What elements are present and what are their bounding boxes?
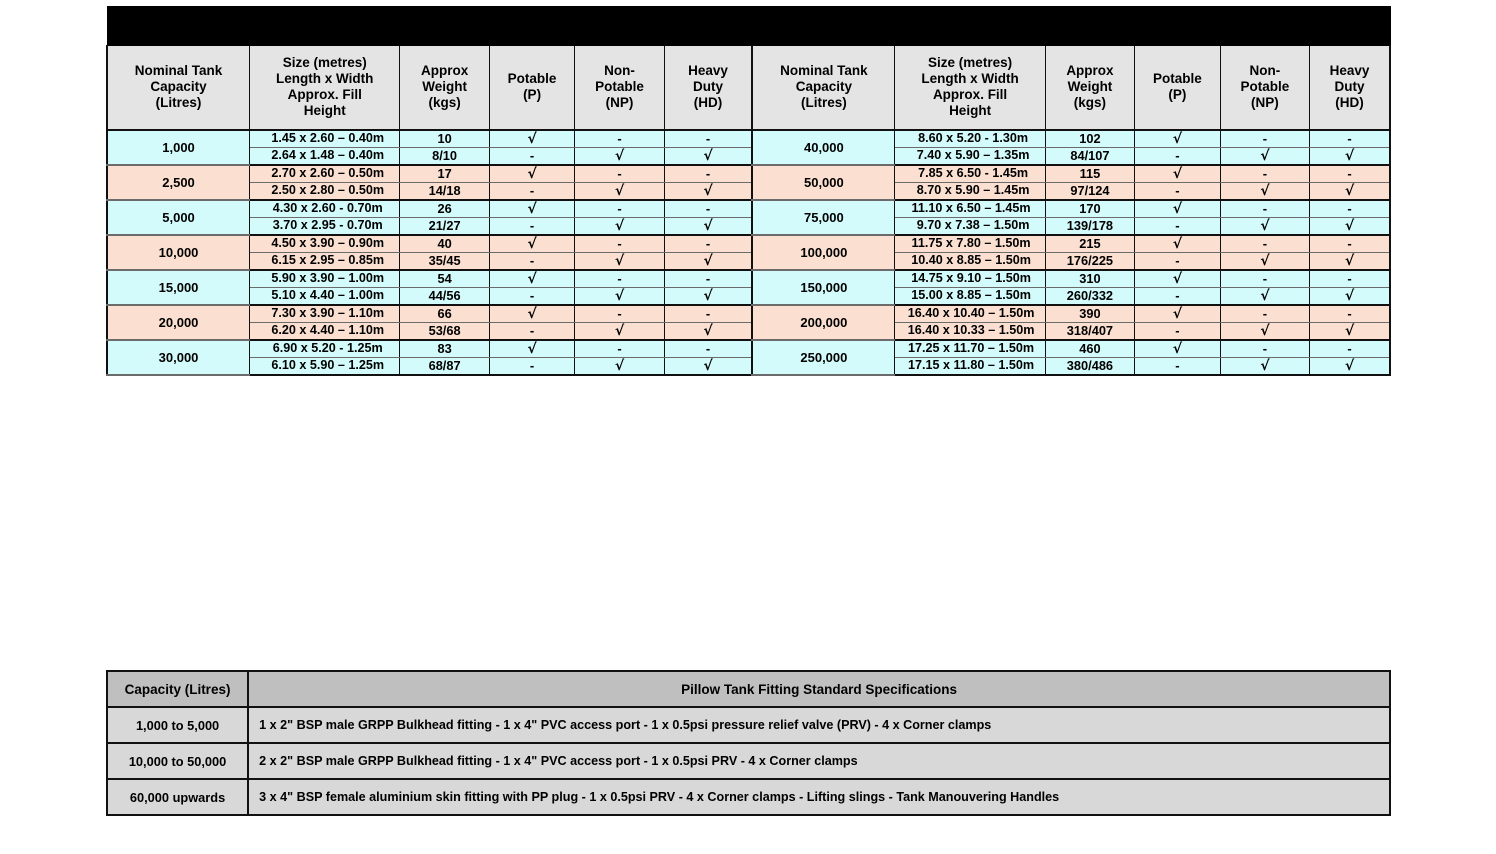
header-line: (Litres) — [155, 95, 202, 111]
header-line: Non- — [1249, 63, 1281, 79]
heavyduty-cell-left: - — [664, 340, 752, 358]
table-row — [107, 165, 1390, 183]
size-cell-right: 16.40 x 10.40 – 1.50m — [895, 305, 1045, 323]
header-heavyduty-left — [664, 46, 752, 130]
header-line: Duty — [1334, 79, 1365, 95]
size-cell-right: 17.25 x 11.70 – 1.50m — [895, 340, 1045, 358]
size-cell-left: 3.70 x 2.95 - 0.70m — [250, 217, 400, 235]
heavyduty-cell-right: √ — [1310, 357, 1390, 375]
size-cell-right: 14.75 x 9.10 – 1.50m — [895, 270, 1045, 288]
size-cell-left: 1.45 x 2.60 – 0.40m — [250, 130, 400, 148]
heavyduty-cell-left: - — [664, 270, 752, 288]
heavyduty-cell-left: √ — [664, 147, 752, 165]
nonpotable-cell-right: - — [1220, 165, 1309, 183]
potable-cell-right: - — [1135, 252, 1221, 270]
header-heavyduty-right — [1310, 46, 1390, 130]
header-nonpotable-right — [1220, 46, 1309, 130]
size-cell-left: 4.50 x 3.90 – 0.90m — [250, 235, 400, 253]
header-line: Length x Width — [276, 71, 374, 87]
capacity-cell-right: 250,000 — [752, 340, 895, 375]
header-line: Weight — [422, 79, 467, 95]
nonpotable-cell-left: - — [575, 305, 664, 323]
weight-cell-left: 66 — [400, 305, 489, 323]
potable-cell-right: √ — [1135, 130, 1221, 148]
size-cell-left: 2.64 x 1.48 – 0.40m — [250, 147, 400, 165]
weight-cell-right: 380/486 — [1045, 357, 1134, 375]
weights-dimensions-grid — [106, 6, 1391, 376]
weight-cell-right: 139/178 — [1045, 217, 1134, 235]
spec-header-title: Pillow Tank Fitting Standard Specifications — [248, 671, 1390, 707]
nonpotable-cell-left: √ — [575, 322, 664, 340]
potable-cell-left: - — [489, 252, 575, 270]
nonpotable-cell-right: √ — [1220, 252, 1309, 270]
weight-cell-right: 460 — [1045, 340, 1134, 358]
size-cell-right: 8.70 x 5.90 – 1.45m — [895, 182, 1045, 200]
weight-cell-left: 14/18 — [400, 182, 489, 200]
nonpotable-cell-right: √ — [1220, 287, 1309, 305]
potable-cell-left: √ — [489, 340, 575, 358]
potable-cell-right: - — [1135, 287, 1221, 305]
size-cell-right: 11.75 x 7.80 – 1.50m — [895, 235, 1045, 253]
table-row — [107, 270, 1390, 288]
header-line: Potable — [1240, 79, 1290, 95]
size-cell-left: 7.30 x 3.90 – 1.10m — [250, 305, 400, 323]
potable-cell-right: √ — [1135, 235, 1221, 253]
potable-cell-right: - — [1135, 322, 1221, 340]
spec-description: 2 x 2" BSP male GRPP Bulkhead fitting - 1 x 4" PVC access port - 1 x 0.5psi PRV - 4 x Corner clamps — [248, 743, 1390, 779]
potable-cell-right: √ — [1135, 165, 1221, 183]
weight-cell-right: 310 — [1045, 270, 1134, 288]
heavyduty-cell-right: √ — [1310, 147, 1390, 165]
spec-header-capacity: Capacity (Litres) — [107, 671, 248, 707]
weight-cell-left: 26 — [400, 200, 489, 218]
heavyduty-cell-left: - — [664, 305, 752, 323]
weight-cell-right: 170 — [1045, 200, 1134, 218]
nonpotable-cell-right: √ — [1220, 357, 1309, 375]
spec-row — [107, 743, 1390, 779]
potable-cell-left: √ — [489, 305, 575, 323]
header-line: Heavy — [1329, 63, 1370, 79]
potable-cell-left: √ — [489, 165, 575, 183]
heavyduty-cell-right: - — [1310, 235, 1390, 253]
potable-cell-left: - — [489, 287, 575, 305]
capacity-cell-left: 20,000 — [107, 305, 250, 340]
header-line: (HD) — [693, 95, 723, 111]
header-size-right — [895, 46, 1045, 130]
header-line: (HD) — [1335, 95, 1364, 111]
potable-cell-right: - — [1135, 217, 1221, 235]
weight-cell-left: 21/27 — [400, 217, 489, 235]
nonpotable-cell-left: - — [575, 165, 664, 183]
spec-capacity-range: 10,000 to 50,000 — [107, 743, 248, 779]
weight-cell-right: 260/332 — [1045, 287, 1134, 305]
header-line: (P) — [523, 87, 542, 103]
header-row — [107, 46, 1390, 130]
header-line: Duty — [693, 79, 724, 95]
header-line: Capacity — [150, 79, 207, 95]
potable-cell-right: √ — [1135, 340, 1221, 358]
heavyduty-cell-right: √ — [1310, 322, 1390, 340]
nonpotable-cell-right: √ — [1220, 217, 1309, 235]
header-line: Approx. Fill — [287, 87, 362, 103]
header-line: Approx. Fill — [932, 87, 1008, 103]
header-line: Potable — [1153, 71, 1202, 87]
header-line: Heavy — [688, 63, 728, 79]
weight-cell-left: 17 — [400, 165, 489, 183]
potable-cell-left: √ — [489, 270, 575, 288]
capacity-cell-left: 2,500 — [107, 165, 250, 200]
weight-cell-left: 44/56 — [400, 287, 489, 305]
weight-cell-left: 83 — [400, 340, 489, 358]
potable-cell-left: √ — [489, 130, 575, 148]
weight-cell-left: 68/87 — [400, 357, 489, 375]
nonpotable-cell-left: √ — [575, 252, 664, 270]
spec-row — [107, 779, 1390, 815]
potable-cell-left: - — [489, 182, 575, 200]
size-cell-right: 15.00 x 8.85 – 1.50m — [895, 287, 1045, 305]
nonpotable-cell-right: √ — [1220, 147, 1309, 165]
capacity-cell-left: 15,000 — [107, 270, 250, 305]
heavyduty-cell-right: √ — [1310, 252, 1390, 270]
weight-cell-left: 53/68 — [400, 322, 489, 340]
size-cell-left: 6.90 x 5.20 - 1.25m — [250, 340, 400, 358]
potable-cell-right: - — [1135, 357, 1221, 375]
header-nonpotable-left — [575, 46, 664, 130]
spec-description: 3 x 4" BSP female aluminium skin fitting with PP plug - 1 x 0.5psi PRV - 4 x Corner clamps - Lifting slings - Tank Manouvering Handles — [248, 779, 1390, 815]
nonpotable-cell-left: √ — [575, 147, 664, 165]
heavyduty-cell-right: - — [1310, 130, 1390, 148]
table-title-row — [107, 7, 1390, 46]
header-line: (Litres) — [800, 95, 847, 111]
size-cell-left: 5.10 x 4.40 – 1.00m — [250, 287, 400, 305]
header-nominal-capacity-left — [107, 46, 250, 130]
potable-cell-left: - — [489, 217, 575, 235]
weight-cell-right: 102 — [1045, 130, 1134, 148]
header-line: Size (metres) — [928, 55, 1013, 71]
size-cell-right: 10.40 x 8.85 – 1.50m — [895, 252, 1045, 270]
size-cell-right: 17.15 x 11.80 – 1.50m — [895, 357, 1045, 375]
potable-cell-left: - — [489, 147, 575, 165]
weight-cell-right: 115 — [1045, 165, 1134, 183]
heavyduty-cell-right: - — [1310, 200, 1390, 218]
size-cell-left: 5.90 x 3.90 – 1.00m — [250, 270, 400, 288]
table-row — [107, 130, 1390, 148]
spec-description: 1 x 2" BSP male GRPP Bulkhead fitting - 1 x 4" PVC access port - 1 x 0.5psi pressure relief valve (PRV) - 4 x Corner clamps — [248, 707, 1390, 743]
heavyduty-cell-left: √ — [664, 217, 752, 235]
table-row — [107, 182, 1390, 200]
table-row — [107, 200, 1390, 218]
size-cell-right: 9.70 x 7.38 – 1.50m — [895, 217, 1045, 235]
weight-cell-right: 318/407 — [1045, 322, 1134, 340]
header-line: Size (metres) — [282, 55, 367, 71]
nonpotable-cell-right: - — [1220, 130, 1309, 148]
heavyduty-cell-right: - — [1310, 305, 1390, 323]
heavyduty-cell-left: √ — [664, 252, 752, 270]
table-row — [107, 322, 1390, 340]
table-row — [107, 147, 1390, 165]
heavyduty-cell-right: √ — [1310, 217, 1390, 235]
heavyduty-cell-left: √ — [664, 287, 752, 305]
heavyduty-cell-left: √ — [664, 182, 752, 200]
size-cell-right: 11.10 x 6.50 – 1.45m — [895, 200, 1045, 218]
table-row — [107, 235, 1390, 253]
nonpotable-cell-left: √ — [575, 217, 664, 235]
header-line: Height — [949, 103, 992, 119]
fitting-specifications-table — [106, 670, 1391, 816]
header-line: (NP) — [605, 95, 634, 111]
header-size-left — [250, 46, 400, 130]
header-line: Potable — [507, 71, 557, 87]
size-cell-left: 6.10 x 5.90 – 1.25m — [250, 357, 400, 375]
nonpotable-cell-right: - — [1220, 235, 1309, 253]
heavyduty-cell-left: - — [664, 200, 752, 218]
weight-cell-right: 390 — [1045, 305, 1134, 323]
nonpotable-cell-right: √ — [1220, 182, 1309, 200]
capacity-cell-right: 150,000 — [752, 270, 895, 305]
capacity-cell-right: 50,000 — [752, 165, 895, 200]
size-cell-right: 8.60 x 5.20 - 1.30m — [895, 130, 1045, 148]
capacity-cell-right: 200,000 — [752, 305, 895, 340]
capacity-cell-left: 10,000 — [107, 235, 250, 270]
weight-cell-left: 10 — [400, 130, 489, 148]
spec-header-row — [107, 671, 1390, 707]
heavyduty-cell-right: - — [1310, 340, 1390, 358]
heavyduty-cell-left: - — [664, 235, 752, 253]
size-cell-left: 6.15 x 2.95 – 0.85m — [250, 252, 400, 270]
table-row — [107, 287, 1390, 305]
nonpotable-cell-left: - — [575, 200, 664, 218]
table-row — [107, 217, 1390, 235]
potable-cell-right: √ — [1135, 200, 1221, 218]
capacity-cell-right: 100,000 — [752, 235, 895, 270]
weight-cell-left: 8/10 — [400, 147, 489, 165]
capacity-cell-left: 5,000 — [107, 200, 250, 235]
weight-cell-left: 40 — [400, 235, 489, 253]
size-cell-left: 4.30 x 2.60 - 0.70m — [250, 200, 400, 218]
spec-capacity-range: 1,000 to 5,000 — [107, 707, 248, 743]
nonpotable-cell-right: - — [1220, 270, 1309, 288]
header-line: Capacity — [795, 79, 853, 95]
page-title: Pillow Tank weights and dimensions — [107, 7, 1390, 46]
header-weight-right — [1045, 46, 1134, 130]
weight-cell-left: 54 — [400, 270, 489, 288]
nonpotable-cell-left: √ — [575, 357, 664, 375]
size-cell-right: 7.40 x 5.90 – 1.35m — [895, 147, 1045, 165]
weight-cell-left: 35/45 — [400, 252, 489, 270]
header-line: (NP) — [1251, 95, 1279, 111]
size-cell-right: 7.85 x 6.50 - 1.45m — [895, 165, 1045, 183]
heavyduty-cell-right: - — [1310, 270, 1390, 288]
header-line: Approx — [1066, 63, 1114, 79]
header-line: Potable — [595, 79, 644, 95]
header-line: (kgs) — [1073, 95, 1107, 111]
table-row — [107, 357, 1390, 375]
header-line: Weight — [1067, 79, 1113, 95]
header-line: Nominal Tank — [134, 63, 223, 79]
nonpotable-cell-right: - — [1220, 305, 1309, 323]
header-line: Approx — [420, 63, 469, 79]
header-line: Non- — [604, 63, 635, 79]
nonpotable-cell-left: - — [575, 130, 664, 148]
header-potable-left — [489, 46, 575, 130]
spec-capacity-range: 60,000 upwards — [107, 779, 248, 815]
header-weight-left — [400, 46, 489, 130]
potable-cell-left: √ — [489, 235, 575, 253]
nonpotable-cell-left: - — [575, 270, 664, 288]
heavyduty-cell-right: √ — [1310, 287, 1390, 305]
pillow-tank-weights-table — [106, 6, 1391, 376]
capacity-cell-left: 30,000 — [107, 340, 250, 375]
nonpotable-cell-left: - — [575, 235, 664, 253]
nonpotable-cell-left: √ — [575, 182, 664, 200]
weight-cell-right: 215 — [1045, 235, 1134, 253]
size-cell-left: 2.50 x 2.80 – 0.50m — [250, 182, 400, 200]
nonpotable-cell-right: - — [1220, 340, 1309, 358]
table-row — [107, 252, 1390, 270]
table-row — [107, 340, 1390, 358]
heavyduty-cell-left: - — [664, 165, 752, 183]
heavyduty-cell-right: - — [1310, 165, 1390, 183]
potable-cell-left: - — [489, 322, 575, 340]
header-nominal-capacity-right — [752, 46, 895, 130]
heavyduty-cell-left: √ — [664, 357, 752, 375]
nonpotable-cell-left: - — [575, 340, 664, 358]
weight-cell-right: 97/124 — [1045, 182, 1134, 200]
header-line: Nominal Tank — [780, 63, 868, 79]
potable-cell-left: √ — [489, 200, 575, 218]
potable-cell-left: - — [489, 357, 575, 375]
potable-cell-right: √ — [1135, 270, 1221, 288]
spec-grid — [106, 670, 1391, 816]
weight-cell-right: 84/107 — [1045, 147, 1134, 165]
weight-cell-right: 176/225 — [1045, 252, 1134, 270]
nonpotable-cell-left: √ — [575, 287, 664, 305]
potable-cell-right: √ — [1135, 305, 1221, 323]
size-cell-left: 6.20 x 4.40 – 1.10m — [250, 322, 400, 340]
table-row — [107, 305, 1390, 323]
nonpotable-cell-right: √ — [1220, 322, 1309, 340]
potable-cell-right: - — [1135, 182, 1221, 200]
header-line: (P) — [1168, 87, 1187, 103]
header-line: (kgs) — [428, 95, 461, 111]
size-cell-right: 16.40 x 10.33 – 1.50m — [895, 322, 1045, 340]
header-line: Height — [303, 103, 346, 119]
size-cell-left: 2.70 x 2.60 – 0.50m — [250, 165, 400, 183]
nonpotable-cell-right: - — [1220, 200, 1309, 218]
header-potable-right — [1135, 46, 1221, 130]
heavyduty-cell-right: √ — [1310, 182, 1390, 200]
capacity-cell-right: 40,000 — [752, 130, 895, 165]
capacity-cell-right: 75,000 — [752, 200, 895, 235]
heavyduty-cell-left: √ — [664, 322, 752, 340]
heavyduty-cell-left: - — [664, 130, 752, 148]
potable-cell-right: - — [1135, 147, 1221, 165]
capacity-cell-left: 1,000 — [107, 130, 250, 165]
header-line: Length x Width — [921, 71, 1019, 87]
spec-row — [107, 707, 1390, 743]
